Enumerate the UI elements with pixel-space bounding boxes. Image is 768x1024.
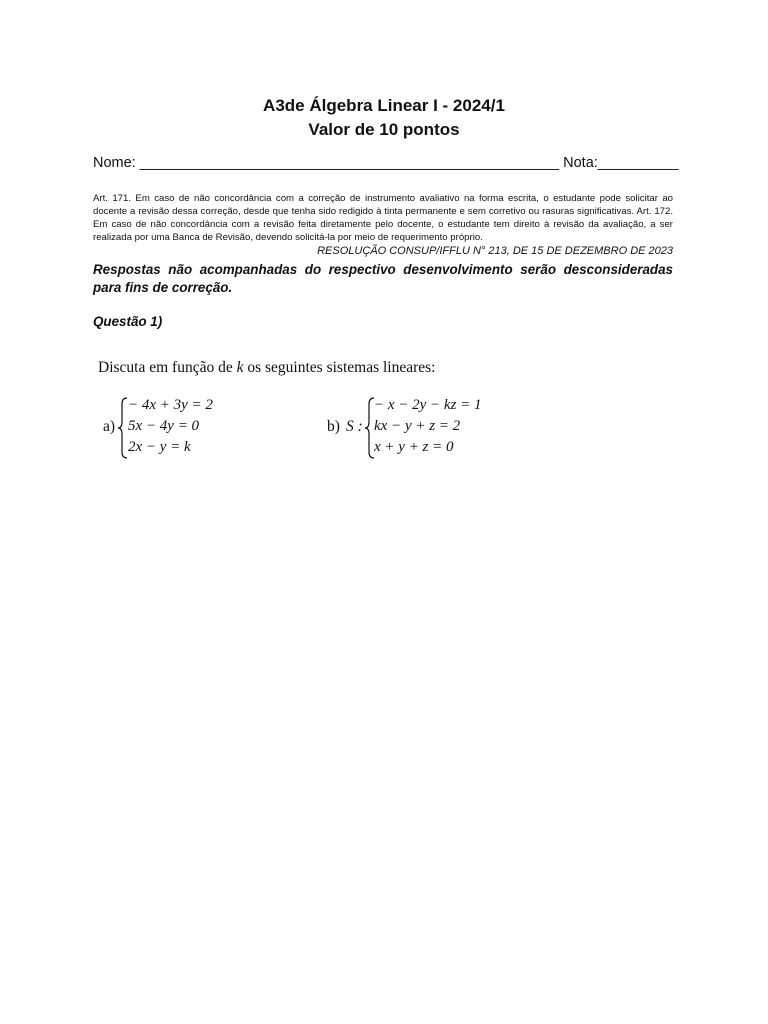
prompt-before: Discuta em função de: [98, 359, 237, 376]
system-b-eq1: − x − 2y − kz = 1: [374, 397, 482, 413]
rules-paragraph: Art. 171. Em caso de não concordância com a correção de instrumento avaliativo na forma escrita, o estudante pode solicitar ao docente a revisão dessa correção, desde que tenha sido redigido à tinta permanente e sem corretivo ou rasuras significativas. Art. 172. Em caso de não concordância com a revisão feita diretamente pelo docente, o estudante tem direito à revisão da avaliação, a ser realizada por uma Banca de Revisão, devendo solicitá-la por meio de requerimento próprio.: [93, 193, 673, 244]
exam-title: A3de Álgebra Linear I - 2024/1: [263, 96, 505, 115]
name-grade-row: [93, 155, 683, 171]
name-field-line: ____________________________________________________: [139, 155, 560, 171]
system-b-equations: [374, 395, 482, 458]
system-b-eq3: x + y + z = 0: [374, 439, 454, 455]
exam-subtitle: Valor de 10 pontos: [308, 120, 460, 139]
question-prompt: [98, 359, 435, 377]
system-a-eq1: − 4x + 3y = 2: [128, 397, 213, 413]
system-a-equations: [128, 395, 213, 458]
resolution-reference: RESOLUÇÃO CONSUP/IFFLU N° 213, DE 15 DE DEZEMBRO DE 2023: [317, 245, 673, 257]
warning-text: Respostas não acompanhadas do respectivo desenvolvimento serão desconsideradas para fins de correção.: [93, 262, 673, 295]
system-a-eq3: 2x − y = k: [128, 439, 191, 455]
question-title: Questão 1): [93, 314, 163, 329]
system-b-name: S :: [346, 418, 363, 435]
grade-field-line: __________: [597, 155, 679, 171]
prompt-after: os seguintes sistemas lineares:: [243, 359, 436, 376]
system-a-label: a): [103, 418, 116, 435]
name-label: Nome:: [93, 155, 136, 171]
prompt-variable: k: [236, 359, 244, 376]
system-b-label: b): [327, 418, 340, 435]
system-b-eq2: kx − y + z = 2: [374, 418, 461, 434]
grade-label: Nota:: [563, 155, 598, 171]
system-a-eq2: 5x − 4y = 0: [128, 418, 200, 434]
